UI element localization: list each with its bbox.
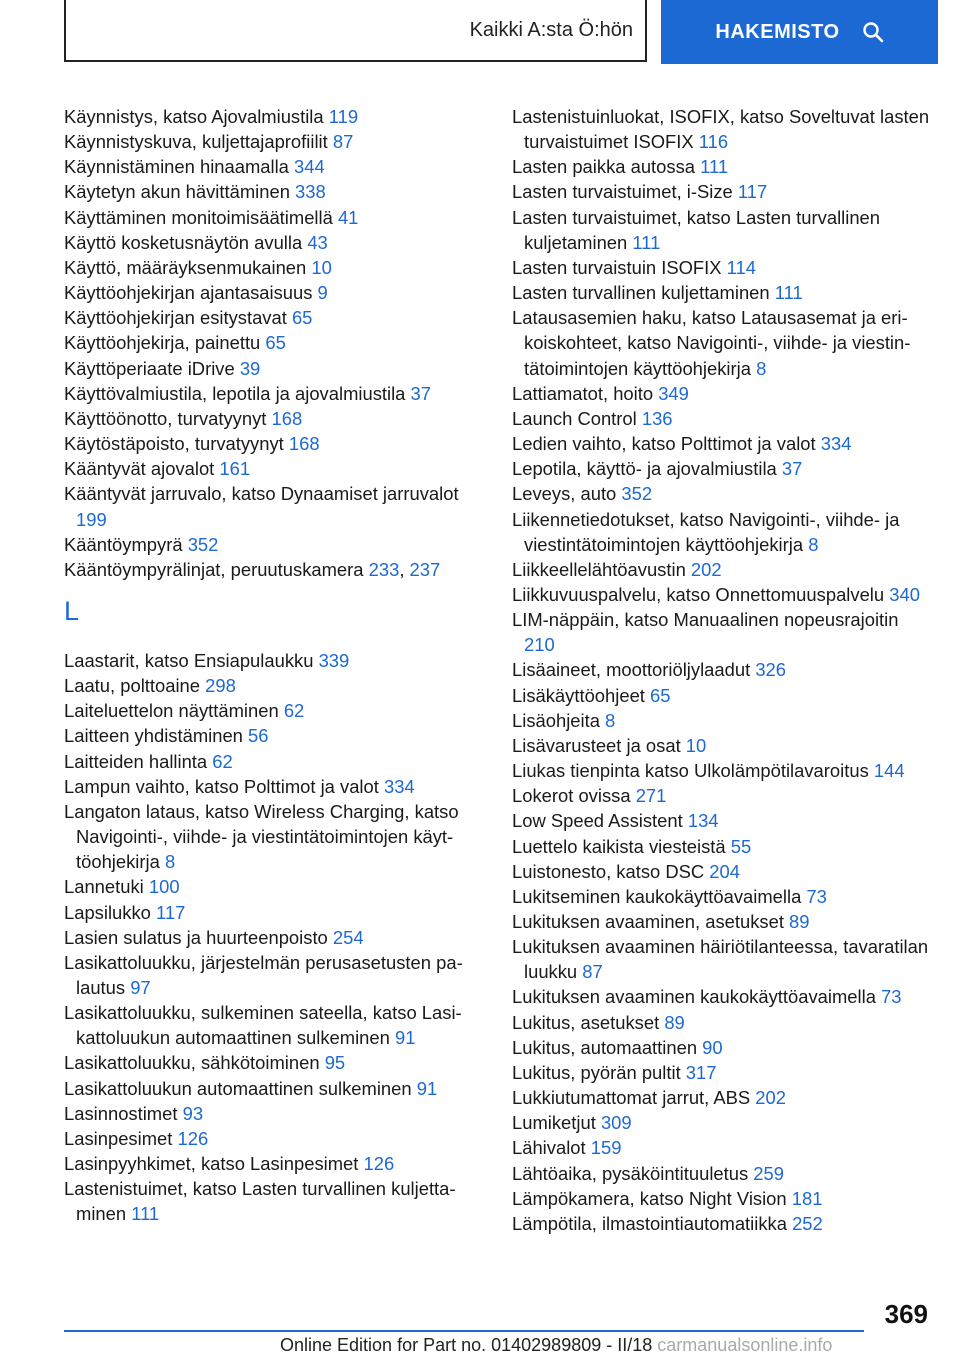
- page-reference-link[interactable]: 87: [332, 131, 354, 153]
- index-entry: [512, 934, 932, 984]
- index-letter-heading: L: [64, 595, 80, 626]
- index-column-left: [64, 104, 484, 1227]
- index-entry-text: Käyttöperiaate iDrive: [64, 357, 240, 379]
- index-entry: [512, 305, 932, 380]
- page-reference-link[interactable]: 8: [808, 533, 819, 555]
- page-reference-link[interactable]: 181: [791, 1187, 823, 1209]
- index-entry-text: Käynnistyskuva, kuljettajaprofiilit: [64, 131, 333, 153]
- index-group-k: [64, 104, 484, 582]
- index-entry-text: Lepotila, käyttö- ja ajovalmiustila: [512, 458, 782, 480]
- index-entry-text: Lasten paikka autossa: [512, 156, 701, 178]
- page-reference-link[interactable]: 202: [690, 558, 722, 580]
- page-number: 369: [884, 1299, 928, 1329]
- index-entry-text: Käyttö kosketusnäytön avulla: [64, 231, 308, 253]
- index-entry: [64, 900, 484, 925]
- index-entry-text: Lisäohjeita: [512, 709, 606, 731]
- index-entry-text: Lukitus, automaattinen: [512, 1036, 703, 1058]
- index-entry: [64, 381, 484, 406]
- index-entry-text: Kääntyvät jarruvalo, katso Dynaamiset jarruvalot: [64, 483, 459, 505]
- index-entry: [64, 1151, 484, 1176]
- index-entry: [512, 154, 932, 179]
- tab-index[interactable]: [661, 0, 938, 64]
- index-entry-text: Liikkeellelähtöavustin: [512, 558, 691, 580]
- index-entry: [512, 104, 932, 154]
- page-reference-link[interactable]: 93: [182, 1102, 204, 1124]
- page-reference-link[interactable]: 111: [632, 231, 661, 253]
- page-reference-link[interactable]: 65: [265, 332, 286, 354]
- index-entry-text: LIM-näppäin, katso Manuaalinen nopeusrajoitin: [512, 609, 899, 631]
- index-entry: [512, 507, 932, 557]
- index-entry: [64, 673, 484, 698]
- index-entry-text: Käyttöohjekirjan esitystavat: [64, 307, 292, 329]
- index-entry: [64, 431, 484, 456]
- index-entry: [64, 532, 484, 557]
- index-entry: [64, 648, 484, 673]
- index-entry-text: Launch Control: [512, 407, 642, 429]
- index-entry-text: Käyttöohjekirjan ajantasaisuus: [64, 282, 318, 304]
- index-entry: [64, 799, 484, 874]
- index-entry-text: Lukitus, asetukset: [512, 1011, 665, 1033]
- index-entry: [512, 557, 932, 582]
- page-reference-link[interactable]: 352: [187, 533, 219, 555]
- index-entry: [512, 1135, 932, 1160]
- index-entry: [512, 1161, 932, 1186]
- index-entry: [512, 808, 932, 833]
- tab-all-a-to-z[interactable]: [64, 0, 647, 62]
- index-entry-text: Lämpötila, ilmastointiautomatiikka: [512, 1212, 793, 1234]
- index-entry-text: Käyttövalmiustila, lepotila ja ajovalmiustila: [64, 382, 411, 404]
- index-entry-text: Lampun vaihto, katso Polttimot ja valot: [64, 775, 384, 797]
- index-entry-text: Lukitseminen kaukokäyttöavaimella: [512, 885, 807, 907]
- index-entry-text: Lasten turvaistuimet, i-Size: [512, 181, 738, 203]
- index-entry: [64, 129, 484, 154]
- index-entry: [512, 280, 932, 305]
- index-entry: [64, 1126, 484, 1151]
- index-entry: [512, 1035, 932, 1060]
- index-entry-text: Lähivalot: [512, 1137, 591, 1159]
- index-entry: [512, 1085, 932, 1110]
- page-reference-link[interactable]: 202: [755, 1087, 786, 1109]
- index-entry: [64, 456, 484, 481]
- page-reference-link[interactable]: 233: [368, 558, 400, 580]
- index-entry-text: Lasien sulatus ja huurteenpoisto: [64, 926, 333, 948]
- index-entry: [512, 909, 932, 934]
- index-entry: [64, 774, 484, 799]
- index-entry: [512, 205, 932, 255]
- index-entry: [512, 456, 932, 481]
- index-entry-text: Luistonesto, katso DSC: [512, 860, 710, 882]
- index-entry-text: Leveys, auto: [512, 483, 622, 505]
- index-entry: [512, 733, 932, 758]
- page-reference-link[interactable]: 168: [271, 407, 303, 429]
- index-entry-text: Käytöstäpoisto, turvatyynyt: [64, 433, 289, 455]
- index-entry: [64, 1101, 484, 1126]
- page-reference-link[interactable]: 43: [307, 231, 328, 253]
- index-entry-text: Ledien vaihto, katso Polttimot ja valot: [512, 433, 821, 455]
- index-entry: [512, 406, 932, 431]
- page-reference-link[interactable]: 39: [239, 357, 261, 379]
- index-entry: [512, 859, 932, 884]
- index-entry-text: Lattiamatot, hoito: [512, 382, 659, 404]
- index-entry-text: Lukituksen avaaminen häiriötilanteessa, tavaratilan luukku: [512, 936, 929, 983]
- index-entry: [64, 950, 484, 1000]
- page-reference-link[interactable]: 90: [702, 1036, 723, 1058]
- page-reference-link[interactable]: 95: [324, 1052, 346, 1074]
- index-entry: [64, 230, 484, 255]
- page-reference-link[interactable]: 161: [219, 458, 251, 480]
- page-reference-link[interactable]: 117: [737, 181, 768, 203]
- page-reference-link[interactable]: 91: [416, 1077, 438, 1099]
- page-reference-link[interactable]: 340: [889, 583, 920, 605]
- page-reference-link[interactable]: 199: [76, 508, 107, 530]
- page-reference-link[interactable]: 37: [781, 458, 803, 480]
- index-entry: [64, 356, 484, 381]
- tab-all-label: Kaikki A:sta Ö:hön: [469, 18, 633, 41]
- page-reference-link[interactable]: 114: [726, 256, 756, 278]
- index-entry-text: Kääntyvät ajovalot: [64, 458, 220, 480]
- index-entry: [512, 1186, 932, 1211]
- page-reference-link[interactable]: 62: [283, 700, 305, 722]
- index-entry: [64, 874, 484, 899]
- index-entry-text: Käyttö, määräyksenmukainen: [64, 256, 312, 278]
- page-reference-link[interactable]: 134: [687, 810, 719, 832]
- index-entry-text: Lukitus, pyörän pultit: [512, 1061, 686, 1083]
- index-entry-text: Lastenistuinluokat, ISOFIX, katso Soveltuvat lasten turvaistuimet ISOFIX: [512, 106, 930, 153]
- index-entry-text: Lasten turvaistuimet, katso Lasten turvallinen kuljetaminen: [512, 206, 881, 253]
- index-entry-text: Lasikattoluukku, sulkeminen sateella, katso Lasikattoluukun automaattinen sulkeminen: [64, 1002, 462, 1049]
- page-reference-link[interactable]: 100: [148, 876, 180, 898]
- index-entry: [64, 925, 484, 950]
- index-entry-text: Käytetyn akun hävittäminen: [64, 181, 296, 203]
- page-reference-link[interactable]: 89: [664, 1011, 685, 1033]
- index-entry: [64, 1000, 484, 1050]
- index-entry-text: Käynnistäminen hinaamalla: [64, 156, 295, 178]
- index-entry-text: Liikkuvuuspalvelu, katso Onnettomuuspalvelu: [512, 583, 890, 605]
- index-entry: [64, 723, 484, 748]
- index-entry: [64, 179, 484, 204]
- index-entry: [512, 255, 932, 280]
- index-entry: [512, 783, 932, 808]
- page-reference-link[interactable]: 10: [685, 734, 707, 756]
- index-entry: [64, 104, 484, 129]
- index-entry-text: Kääntöympyrälinjat, peruutuskamera: [64, 558, 369, 580]
- page-reference-link[interactable]: 204: [709, 860, 740, 882]
- index-entry: [512, 431, 932, 456]
- index-entry-text: Lastenistuimet, katso Lasten turvallinen kuljettaminen: [64, 1178, 456, 1225]
- index-entry-text: Lasten turvaistuin ISOFIX: [512, 256, 727, 278]
- page-reference-link[interactable]: 73: [806, 885, 827, 907]
- index-entry-text: Lasikattoluukku, sähkötoiminen: [64, 1052, 325, 1074]
- index-entry-text: Käyttöohjekirja, painettu: [64, 332, 266, 354]
- index-entry-text: Lisävarusteet ja osat: [512, 734, 686, 756]
- page-reference-link[interactable]: 89: [789, 911, 810, 932]
- footer-watermark: carmanualsonline.info: [657, 1335, 833, 1355]
- index-entry-text: Lukituksen avaaminen, asetukset: [512, 911, 790, 932]
- index-entry: [512, 1010, 932, 1035]
- page-reference-link[interactable]: 37: [410, 382, 431, 404]
- page-reference-link[interactable]: 254: [332, 926, 364, 948]
- index-entry: [512, 834, 932, 859]
- index-entry-text: Lasinnostimet: [64, 1102, 183, 1124]
- page-reference-link[interactable]: 41: [337, 206, 359, 228]
- index-entry: [64, 749, 484, 774]
- index-entry: [64, 205, 484, 230]
- index-entry-text: Lähtöaika, pysäköintituuletus: [512, 1162, 754, 1184]
- page-reference-link[interactable]: 62: [212, 750, 233, 772]
- index-entry-text: Laatu, polttoaine: [64, 675, 206, 697]
- index-entry: [512, 884, 932, 909]
- index-entry: [64, 698, 484, 723]
- page-reference-link[interactable]: 111: [131, 1203, 160, 1225]
- index-entry-text: Laitteen yhdistäminen: [64, 725, 249, 747]
- index-entry: [512, 708, 932, 733]
- index-entry-text: Liukas tienpinta katso Ulkolämpötilavaroitus: [512, 760, 874, 782]
- page-reference-link[interactable]: 119: [328, 106, 359, 127]
- index-entry-text: Lukituksen avaaminen kaukokäyttöavaimella: [512, 986, 882, 1008]
- index-entry-text: Lisäaineet, moottoriöljylaadut: [512, 659, 756, 681]
- page-reference-link[interactable]: 237: [409, 558, 441, 580]
- page-reference-link[interactable]: 126: [177, 1127, 209, 1149]
- index-entry: [512, 582, 932, 607]
- index-entry-text: Lämpökamera, katso Night Vision: [512, 1187, 792, 1209]
- index-entry: [64, 1050, 484, 1075]
- page-reference-link[interactable]: 91: [394, 1027, 416, 1049]
- index-group-l-continued: [512, 104, 932, 1236]
- index-entry-text: Kääntöympyrä: [64, 533, 188, 555]
- footer-edition-text: Online Edition for Part no. 01402989809 - II/18: [280, 1335, 653, 1355]
- index-entry: Kääntöympyrälinjat, peruutuskamera 233, 237: [64, 558, 441, 580]
- page-reference-link[interactable]: 317: [685, 1061, 717, 1083]
- page-reference-link[interactable]: 271: [635, 785, 667, 807]
- index-entry: [512, 179, 932, 204]
- index-entry-text: Luettelo kaikista viesteistä: [512, 835, 731, 857]
- index-group-l: [64, 648, 484, 1227]
- index-entry: [512, 381, 932, 406]
- index-entry: [512, 481, 932, 506]
- index-entry-text: Laitteiden hallinta: [64, 750, 213, 772]
- page-reference-link[interactable]: 259: [753, 1162, 784, 1184]
- index-entry: [64, 481, 484, 531]
- index-entry: [512, 683, 932, 708]
- index-entry-text: Latausasemien haku, katso Latausasemat ja erikoiskohteet, katso Navigointi-, viihde- ja viestintätoimintojen käyttöohjekirja: [512, 307, 911, 379]
- index-entry: [512, 1060, 932, 1085]
- index-entry: [512, 607, 932, 657]
- page-reference-link[interactable]: 144: [873, 760, 905, 782]
- page-reference-link[interactable]: 116: [698, 131, 729, 153]
- page-reference-link[interactable]: 339: [318, 649, 350, 671]
- index-entry: [64, 305, 484, 330]
- index-entry-text: Käyttäminen monitoimisäätimellä: [64, 206, 338, 228]
- index-entry-text: Lasten turvallinen kuljettaminen: [512, 282, 775, 304]
- page-reference-link[interactable]: 8: [605, 709, 616, 731]
- index-entry-text: Liikennetiedotukset, katso Navigointi-, viihde- ja viestintätoimintojen käyttöohjekirja: [512, 508, 900, 555]
- page-reference-link[interactable]: 55: [730, 835, 752, 857]
- page-reference-link[interactable]: 349: [658, 382, 689, 404]
- index-entry: [64, 406, 484, 431]
- index-entry-text: Low Speed Assistent: [512, 810, 688, 832]
- page-reference-link[interactable]: 97: [130, 977, 151, 998]
- index-entry-text: Lisäkäyttöohjeet: [512, 684, 651, 706]
- page-reference-link[interactable]: 126: [363, 1153, 395, 1175]
- index-column-right: [512, 104, 932, 1236]
- page-reference-link[interactable]: 210: [524, 634, 555, 656]
- index-entry: [512, 758, 932, 783]
- page-reference-link[interactable]: 326: [755, 659, 786, 681]
- page-reference-link[interactable]: 87: [582, 961, 603, 983]
- page-reference-link[interactable]: 136: [641, 407, 673, 429]
- page-reference-link[interactable]: 334: [383, 775, 415, 797]
- index-entry-text: Lapsilukko: [64, 901, 157, 923]
- index-entry: [512, 984, 932, 1009]
- index-entry: [64, 280, 484, 305]
- page-reference-link[interactable]: 159: [590, 1137, 622, 1159]
- index-entry-text: Langaton lataus, katso Wireless Charging, katso Navigointi-, viihde- ja viestintätoimintojen käyttöohjekirja: [64, 800, 459, 873]
- page-reference-link[interactable]: 111: [700, 156, 729, 178]
- page-reference-link[interactable]: 10: [311, 256, 332, 278]
- index-entry-text: Lannetuki: [64, 876, 149, 898]
- page-reference-link[interactable]: 338: [295, 181, 326, 203]
- footer-divider: [64, 1330, 864, 1332]
- page-reference-link[interactable]: 252: [792, 1212, 823, 1234]
- page-reference-link[interactable]: 9: [317, 282, 328, 304]
- index-entry-text: Lasinpyyhkimet, katso Lasinpesimet: [64, 1153, 364, 1175]
- index-entry-text: Lasikattoluukku, järjestelmän perusasetusten palautus: [64, 951, 463, 998]
- page-reference-link[interactable]: 65: [291, 307, 313, 329]
- page-reference-link[interactable]: 65: [650, 684, 671, 706]
- page-reference-link[interactable]: 309: [600, 1112, 632, 1134]
- index-entry: [64, 255, 484, 280]
- index-entry: [64, 330, 484, 355]
- page-reference-link[interactable]: 298: [205, 675, 236, 697]
- index-entry: [64, 154, 484, 179]
- top-navigation: [64, 0, 938, 64]
- page-reference-link[interactable]: 334: [820, 433, 852, 455]
- index-entry-text: Lasinpesimet: [64, 1127, 178, 1149]
- index-entry-text: Lumiketjut: [512, 1112, 601, 1134]
- page-reference-link[interactable]: 73: [881, 986, 902, 1008]
- page-reference-link[interactable]: 117: [156, 901, 186, 923]
- index-entry: [512, 1211, 932, 1236]
- page-reference-link[interactable]: 8: [756, 357, 767, 379]
- index-entry-text: Lokerot ovissa: [512, 785, 636, 807]
- page-reference-link[interactable]: 352: [621, 483, 653, 505]
- index-entry-text: Laiteluettelon näyttäminen: [64, 700, 284, 722]
- search-icon: [862, 21, 884, 43]
- page-reference-link[interactable]: 56: [248, 725, 269, 747]
- tab-index-label: HAKEMISTO: [715, 20, 840, 43]
- footer-edition: [280, 1335, 832, 1356]
- page-reference-link[interactable]: 168: [288, 433, 320, 455]
- index-entry: [64, 1076, 484, 1101]
- index-entry: [512, 657, 932, 682]
- index-entry-text: Käynnistys, katso Ajovalmiustila: [64, 106, 329, 127]
- index-entry-text: Lasikattoluukun automaattinen sulkeminen: [64, 1077, 417, 1099]
- index-entry: [512, 1110, 932, 1135]
- index-entry-text: Käyttöönotto, turvatyynyt: [64, 407, 272, 429]
- index-entry: [64, 1176, 484, 1226]
- index-entry-text: Lukkiutumattomat jarrut, ABS: [512, 1087, 756, 1109]
- index-entry-text: Laastarit, katso Ensiapulaukku: [64, 649, 319, 671]
- page-reference-link[interactable]: 8: [164, 851, 176, 873]
- page-reference-link[interactable]: 344: [294, 156, 325, 178]
- page-reference-link[interactable]: 111: [774, 282, 803, 304]
